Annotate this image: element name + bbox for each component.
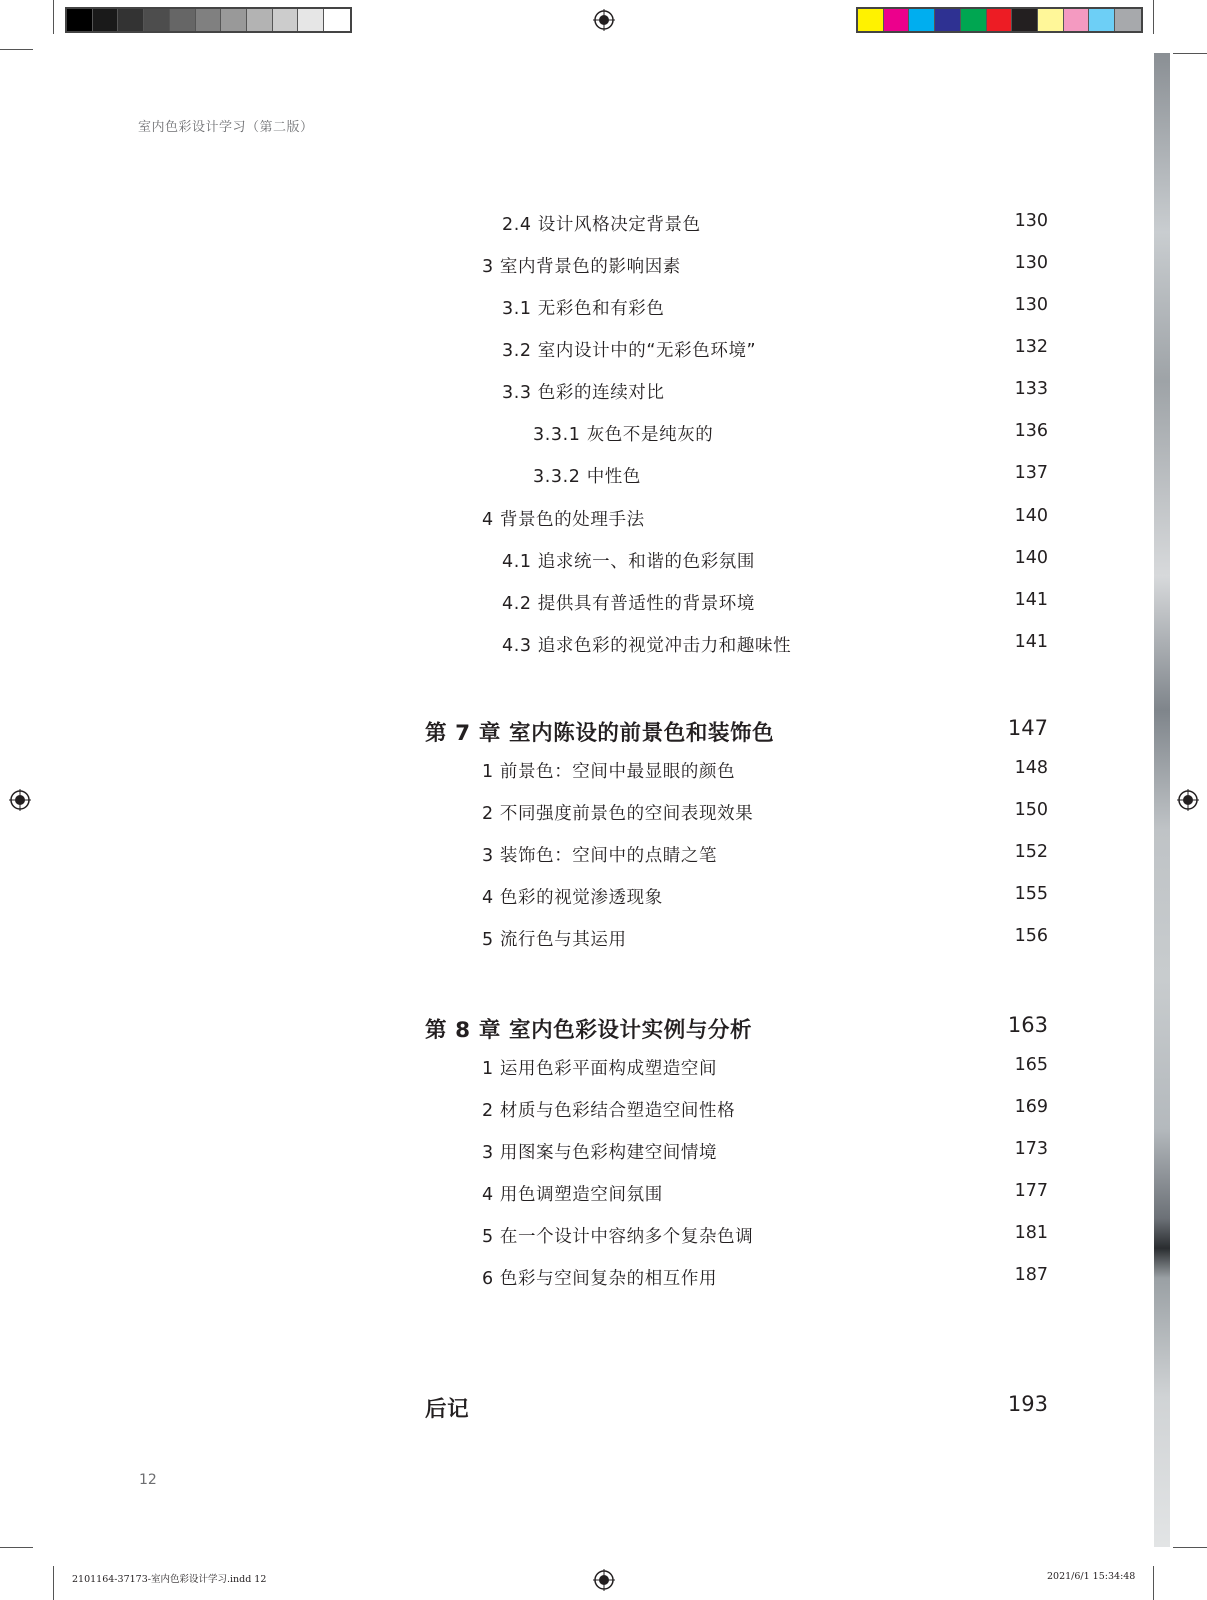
gray-swatch	[170, 9, 196, 31]
toc-entry	[0, 800, 1207, 826]
toc-entry	[0, 506, 1207, 532]
toc-entry-page: 147	[1007, 716, 1048, 740]
gray-swatch	[221, 9, 247, 31]
color-swatch	[987, 9, 1013, 31]
toc-entry-title: 后记	[425, 1397, 470, 1422]
toc-entry-title: 第 7 章 室内陈设的前景色和装饰色	[425, 721, 775, 746]
toc-entry-title: 4.3 追求色彩的视觉冲击力和趣味性	[502, 636, 792, 656]
gray-swatch	[273, 9, 299, 31]
toc-entry-page: 130	[1014, 211, 1048, 231]
toc-entry	[0, 548, 1207, 574]
toc-entry	[0, 842, 1207, 868]
toc-entry	[0, 211, 1207, 237]
gray-swatch	[324, 9, 350, 31]
color-swatch	[961, 9, 987, 31]
toc-entry-title: 第 8 章 室内色彩设计实例与分析	[425, 1018, 753, 1043]
gray-swatch	[247, 9, 273, 31]
toc-entry	[0, 1097, 1207, 1123]
crop-mark	[1173, 53, 1207, 54]
toc-entry-page: 137	[1014, 463, 1048, 483]
toc-entry-page: 133	[1014, 379, 1048, 399]
toc-entry-page: 140	[1014, 548, 1048, 568]
toc-entry-title: 5 在一个设计中容纳多个复杂色调	[482, 1227, 754, 1247]
toc-entry	[0, 1181, 1207, 1207]
toc-entry-title: 1 前景色：空间中最显眼的颜色	[482, 762, 736, 782]
toc-entry-title: 4.1 追求统一、和谐的色彩氛围	[502, 552, 755, 572]
color-swatch	[909, 9, 935, 31]
color-calibration-bar	[856, 7, 1143, 33]
toc-chapter-entry	[0, 1013, 1207, 1043]
print-slug-date: 2021/6/1 15:34:48	[1047, 1571, 1136, 1582]
toc-entry-page: 132	[1014, 337, 1048, 357]
toc-entry	[0, 295, 1207, 321]
gray-swatch	[144, 9, 170, 31]
toc-entry-page: 187	[1014, 1265, 1048, 1285]
crop-mark	[53, 1566, 54, 1600]
toc-entry-title: 4.2 提供具有普适性的背景环境	[502, 594, 755, 614]
toc-entry-page: 130	[1014, 295, 1048, 315]
gray-swatch	[67, 9, 93, 31]
toc-entry	[0, 1139, 1207, 1165]
toc-chapter-entry	[0, 716, 1207, 746]
toc-entry-page: 156	[1014, 926, 1048, 946]
color-swatch	[1115, 9, 1141, 31]
toc-entry-page: 130	[1014, 253, 1048, 273]
toc-entry-title: 4 用色调塑造空间氛围	[482, 1185, 663, 1205]
toc-entry-page: 141	[1014, 632, 1048, 652]
toc-entry-title: 3.1 无彩色和有彩色	[502, 299, 665, 319]
crop-mark	[1173, 1547, 1207, 1548]
color-swatch	[858, 9, 884, 31]
running-head: 室内色彩设计学习（第二版）	[138, 120, 314, 135]
color-swatch	[1064, 9, 1090, 31]
toc-entry-title: 3.3 色彩的连续对比	[502, 383, 665, 403]
toc-entry-page: 155	[1014, 884, 1048, 904]
toc-entry-page: 141	[1014, 590, 1048, 610]
toc-entry	[0, 337, 1207, 363]
toc-entry-page: 136	[1014, 421, 1048, 441]
toc-entry-page: 177	[1014, 1181, 1048, 1201]
toc-entry-title: 4 背景色的处理手法	[482, 510, 645, 530]
toc-entry	[0, 379, 1207, 405]
toc-entry-title: 3 用图案与色彩构建空间情境	[482, 1143, 718, 1163]
crop-mark	[0, 49, 33, 50]
toc-entry	[0, 926, 1207, 952]
toc-entry	[0, 463, 1207, 489]
registration-mark-icon	[593, 1569, 615, 1591]
toc-entry-title: 3 室内背景色的影响因素	[482, 257, 681, 277]
toc-entry	[0, 1055, 1207, 1081]
gray-swatch	[298, 9, 324, 31]
toc-entry-page: 165	[1014, 1055, 1048, 1075]
gray-swatch	[196, 9, 222, 31]
toc-entry	[0, 758, 1207, 784]
crop-mark	[53, 0, 54, 34]
toc-entry-title: 3 装饰色：空间中的点睛之笔	[482, 846, 718, 866]
toc-entry-title: 2.4 设计风格决定背景色	[502, 215, 701, 235]
crop-mark	[1153, 0, 1154, 34]
toc-entry-title: 2 材质与色彩结合塑造空间性格	[482, 1101, 736, 1121]
grayscale-calibration-bar	[65, 7, 352, 33]
color-swatch	[884, 9, 910, 31]
color-swatch	[1012, 9, 1038, 31]
toc-entry-title: 3.3.1 灰色不是纯灰的	[533, 425, 714, 445]
toc-entry-page: 150	[1014, 800, 1048, 820]
toc-entry	[0, 1223, 1207, 1249]
registration-mark-icon	[593, 9, 615, 31]
toc-entry	[0, 590, 1207, 616]
toc-entry-page: 152	[1014, 842, 1048, 862]
toc-entry-title: 3.2 室内设计中的“无彩色环境”	[502, 341, 757, 361]
color-swatch	[1038, 9, 1064, 31]
toc-entry-page: 181	[1014, 1223, 1048, 1243]
toc-entry	[0, 884, 1207, 910]
toc-entry	[0, 253, 1207, 279]
toc-entry-title: 5 流行色与其运用	[482, 930, 627, 950]
gray-swatch	[118, 9, 144, 31]
toc-entry-title: 1 运用色彩平面构成塑造空间	[482, 1059, 718, 1079]
toc-entry-page: 140	[1014, 506, 1048, 526]
gray-swatch	[93, 9, 119, 31]
print-slug-file: 2101164-37173-室内色彩设计学习.indd 12	[72, 1574, 267, 1585]
crop-mark	[1153, 1566, 1154, 1600]
color-swatch	[1089, 9, 1115, 31]
toc-entry-page: 193	[1007, 1392, 1048, 1416]
toc-entry-page: 163	[1007, 1013, 1048, 1037]
toc-entry	[0, 421, 1207, 447]
toc-entry-page: 173	[1014, 1139, 1048, 1159]
toc-chapter-entry	[0, 1392, 1207, 1422]
page-number: 12	[139, 1472, 157, 1488]
toc-entry	[0, 632, 1207, 658]
toc-entry-page: 148	[1014, 758, 1048, 778]
toc-entry-page: 169	[1014, 1097, 1048, 1117]
color-swatch	[935, 9, 961, 31]
toc-entry-title: 6 色彩与空间复杂的相互作用	[482, 1269, 718, 1289]
crop-mark	[0, 1547, 33, 1548]
toc-entry-title: 4 色彩的视觉渗透现象	[482, 888, 663, 908]
toc-entry-title: 2 不同强度前景色的空间表现效果	[482, 804, 754, 824]
toc-entry	[0, 1265, 1207, 1291]
toc-entry-title: 3.3.2 中性色	[533, 467, 641, 487]
